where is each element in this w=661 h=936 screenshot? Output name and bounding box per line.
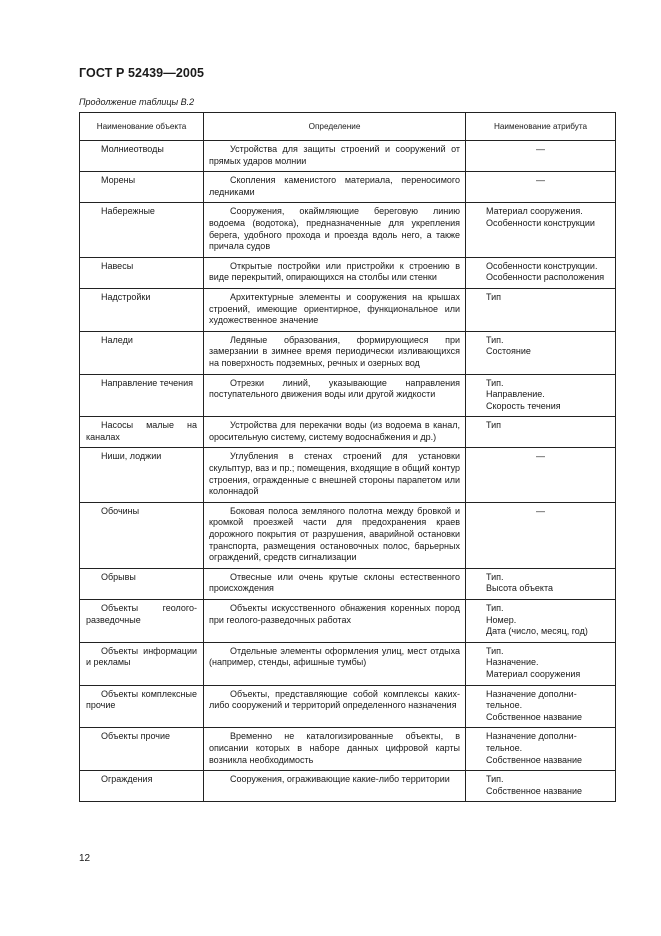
attribute-line: Собственное название (486, 785, 583, 796)
attribute-cell (466, 331, 616, 374)
definition-text: Отдельные элементы оформления улиц, мест отдыха (например, стенды, афишные тумбы) (209, 645, 460, 668)
table-header-row (80, 113, 616, 141)
table-row (80, 771, 616, 802)
attribute-line: Собственное название (486, 711, 583, 722)
attribute-cell (466, 172, 616, 203)
definition-text: Скопления каменистого материала, переносимого ледниками (209, 175, 460, 197)
object-name-cell (80, 685, 204, 728)
object-name-cell (80, 771, 204, 802)
attribute-cell (466, 288, 616, 331)
object-name-cell (80, 172, 204, 203)
definition-cell (204, 288, 466, 331)
table-body (80, 141, 616, 802)
attribute-cell (466, 203, 616, 257)
attribute-cell (466, 374, 616, 417)
attribute-line: Тип. (486, 334, 504, 345)
definition-text: Отрезки линий, указывающие направления поступательного движения воды или другой жидкости (209, 377, 460, 400)
definition-cell (204, 331, 466, 374)
attribute-line: Особенности расположения (486, 272, 605, 283)
table-row (80, 600, 616, 643)
table-row (80, 568, 616, 599)
attribute-cell (466, 448, 616, 502)
table-row (80, 728, 616, 771)
document-title: ГОСТ Р 52439—2005 (79, 66, 205, 80)
table-row (80, 331, 616, 374)
definition-text: Открытые постройки или пристройки к строению в виде перекрытий, опирающихся на столбы или стенки (209, 260, 460, 283)
attribute-line: Материал сооружения. (486, 206, 583, 217)
definition-cell (204, 771, 466, 802)
attribute-line: Тип. (486, 571, 504, 582)
definition-cell (204, 642, 466, 685)
attribute-cell (466, 685, 616, 728)
table-row (80, 374, 616, 417)
object-name-cell (80, 374, 204, 417)
table-row (80, 448, 616, 502)
attribute-line: Состояние (486, 346, 531, 357)
definition-cell (204, 141, 466, 172)
attribute-line: Назначение. (486, 657, 539, 668)
attribute-line: тельное. (486, 742, 523, 753)
attribute-line: Собственное название (486, 754, 583, 765)
definition-text: Отвесные или очень крутые склоны естественного происхождения (209, 571, 460, 594)
object-name-cell (80, 141, 204, 172)
object-name: Направление течения (101, 377, 194, 388)
definition-text: Боковая полоса земляного полотна между бровкой и кромкой проезжей части для предохранения краев дорожного покрытия от разрушения, аварийной остановки транспорта, размещения остановочных полос, барьерных ограждений, средств сигнализации (209, 505, 460, 563)
attribute-empty-dash: — (536, 451, 545, 462)
object-name: Навесы (101, 260, 134, 271)
attribute-line: Тип. (486, 603, 504, 613)
definition-cell (204, 448, 466, 502)
definition-text: Архитектурные элементы и сооружения на крышах строений, имеющие ориентирное, функциональное или художественное значение (209, 291, 460, 326)
table-row (80, 502, 616, 568)
object-name: Надстройки (101, 291, 151, 302)
attribute-empty-dash: — (536, 505, 545, 516)
object-name: Объекты геолого-разведочные (86, 603, 197, 625)
definition-cell (204, 203, 466, 257)
object-name-cell (80, 448, 204, 502)
object-name: Объекты информации и рекламы (86, 645, 197, 668)
attribute-cell (466, 728, 616, 771)
definition-cell (204, 728, 466, 771)
definition-text: Устройства для перекачки воды (из водоема в канал, оросительную систему, систему водоснабжения и др.) (209, 420, 460, 442)
attribute-line: Высота объекта (486, 583, 553, 594)
object-name: Наледи (101, 334, 133, 345)
table-row (80, 642, 616, 685)
attribute-cell (466, 141, 616, 172)
definition-cell (204, 685, 466, 728)
object-name-cell (80, 417, 204, 448)
attribute-empty-dash: — (536, 175, 545, 186)
definition-text: Временно не каталогизированные объекты, в описании которых в наборе данных цифровой карты возникла необходимость (209, 731, 460, 765)
object-name: Объекты прочие (101, 731, 171, 742)
definition-text: Углубления в стенах строений для установки скульптур, ваз и пр.; помещения, входящие в общий контур строения, огражденные с внешней стороны парапетом или колоннадой (209, 451, 460, 497)
table-row (80, 685, 616, 728)
object-name-cell (80, 642, 204, 685)
table-row (80, 417, 616, 448)
attribute-line: Тип. (486, 377, 504, 388)
object-name-cell (80, 568, 204, 599)
attribute-cell (466, 257, 616, 288)
attribute-cell (466, 502, 616, 568)
attribute-line: Тип (486, 291, 502, 302)
attribute-line: Тип. (486, 645, 504, 656)
table-row (80, 141, 616, 172)
attribute-line: Особенности конструкции (486, 217, 595, 228)
attribute-cell (466, 568, 616, 599)
attribute-line: Дата (число, месяц, год) (486, 626, 588, 637)
attribute-line: Назначение дополни- (486, 731, 577, 742)
object-name: Морены (101, 175, 136, 186)
definition-cell (204, 172, 466, 203)
definition-cell (204, 417, 466, 448)
definition-text: Устройства для защиты строений и сооружений от прямых ударов молнии (209, 144, 460, 166)
attribute-line: Тип. (486, 774, 504, 785)
definition-cell (204, 257, 466, 288)
attribute-line: Особенности конструкции. (486, 260, 598, 271)
definition-cell (204, 374, 466, 417)
attribute-cell (466, 417, 616, 448)
object-name-cell (80, 288, 204, 331)
object-name: Насосы малые на каналах (86, 420, 197, 442)
attribute-line: тельное. (486, 700, 523, 711)
table-row (80, 172, 616, 203)
column-header-object-name: Наименование объекта (80, 113, 204, 141)
attribute-cell (466, 771, 616, 802)
object-name: Молниеотводы (101, 144, 164, 154)
column-header-attribute-name: Наименование атрибута (466, 113, 616, 141)
definition-text: Объекты искусственного обнажения коренных пород при геолого-разведочных работах (209, 603, 460, 625)
object-name: Ограждения (101, 774, 153, 785)
column-header-definition: Определение (204, 113, 466, 141)
table-row (80, 203, 616, 257)
attribute-cell (466, 600, 616, 643)
definition-cell (204, 568, 466, 599)
table-row (80, 288, 616, 331)
attribute-line: Направление. (486, 389, 545, 400)
attribute-line: Номер. (486, 614, 517, 625)
definition-text: Сооружения, окаймляющие береговую линию водоема (водотока), предназначенные для укрепления берега, удобного прохода и проезда вдоль него, а также причала судов (209, 206, 460, 252)
object-name: Объекты комплексные прочие (86, 688, 197, 711)
attribute-empty-dash: — (536, 144, 545, 154)
object-name: Ниши, лоджии (101, 451, 162, 462)
object-name-cell (80, 502, 204, 568)
object-name-cell (80, 257, 204, 288)
definition-text: Ледяные образования, формирующиеся при замерзании в зимнее время периодически изливающихся на поверхность подземных, речных и озерных вод (209, 334, 460, 368)
definition-cell (204, 600, 466, 643)
attribute-line: Назначение дополни- (486, 688, 577, 699)
object-name: Набережные (101, 206, 155, 217)
object-name-cell (80, 331, 204, 374)
page-number: 12 (79, 853, 91, 864)
object-name-cell (80, 203, 204, 257)
definition-text: Сооружения, ограживающие какие-либо территории (230, 774, 450, 785)
table-row (80, 257, 616, 288)
definitions-table (79, 112, 616, 802)
attribute-line: Материал сооружения (486, 668, 581, 679)
attribute-line: Скорость течения (486, 400, 561, 411)
definition-cell (204, 502, 466, 568)
object-name-cell (80, 728, 204, 771)
attribute-line: Тип (486, 420, 502, 431)
attribute-cell (466, 642, 616, 685)
object-name: Обочины (101, 505, 140, 516)
object-name: Обрывы (101, 571, 136, 582)
table-caption: Продолжение таблицы В.2 (79, 97, 195, 107)
definition-text: Объекты, представляющие собой комплексы каких-либо сооружений и территорий определенного назначения (209, 688, 460, 711)
object-name-cell (80, 600, 204, 643)
